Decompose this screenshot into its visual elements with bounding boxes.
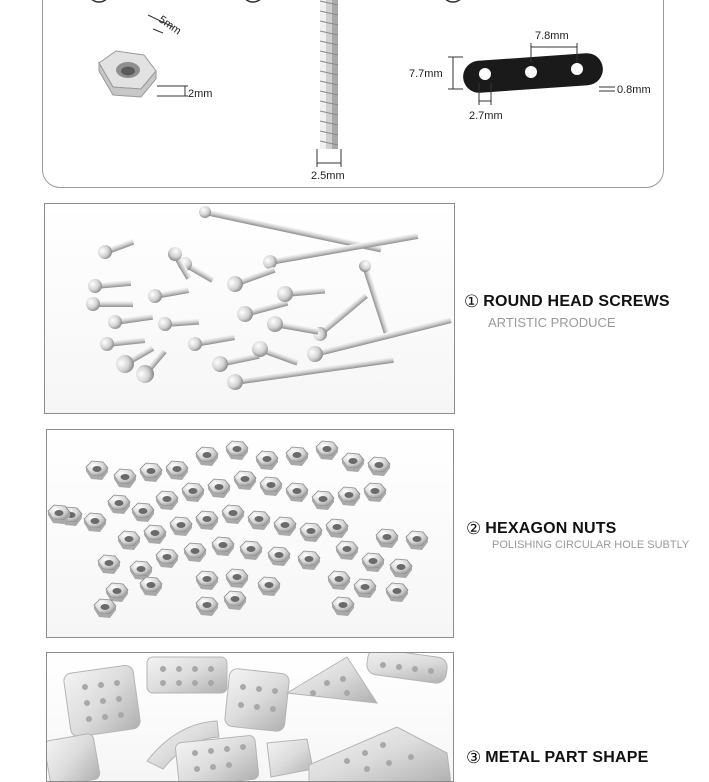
section-1-number: ① — [464, 292, 480, 312]
strip-hole-spacing-label: 7.8mm — [535, 30, 569, 42]
round-head-screws-photo — [44, 203, 455, 414]
section-3-caption — [466, 748, 648, 768]
dimension-diagram-panel — [42, 0, 664, 188]
plate-pile — [47, 653, 451, 782]
strip-thickness-label: 0.8mm — [617, 84, 651, 96]
section-1-caption — [464, 292, 670, 312]
section-3-number: ③ — [466, 748, 482, 768]
plates-illustration — [47, 653, 454, 782]
metal-plates-photo — [46, 652, 454, 782]
section-1-title: ROUND HEAD SCREWS — [483, 293, 670, 310]
section-2-caption — [466, 519, 617, 539]
screw-diameter-label: 2.5mm — [311, 170, 345, 182]
strip-hole-diameter-label: 2.7mm — [469, 110, 503, 122]
section-2-subtitle: POLISHING CIRCULAR HOLE SUBTLY — [492, 539, 690, 551]
screw-icon — [320, 0, 338, 149]
nut-thickness-label: 2mm — [188, 88, 213, 100]
section-marker-icon — [242, 0, 264, 2]
section-2-number: ② — [466, 519, 482, 539]
section-marker-icon — [88, 0, 110, 2]
hexagon-nuts-photo — [46, 429, 454, 638]
screw-pile — [86, 205, 453, 391]
nut-pile — [48, 441, 428, 618]
nut-width-label: 5mm — [156, 13, 184, 38]
metal-strip-icon — [462, 52, 604, 94]
hex-nut-icon — [99, 51, 156, 97]
dimension-diagram — [43, 0, 665, 189]
nuts-illustration — [47, 430, 454, 638]
section-marker-icon — [442, 0, 464, 2]
strip-width-label: 7.7mm — [409, 68, 443, 80]
screws-illustration — [45, 204, 455, 414]
section-3-title: METAL PART SHAPE — [485, 749, 649, 766]
section-2-title: HEXAGON NUTS — [485, 520, 617, 537]
section-1-subtitle: ARTISTIC PRODUCE — [488, 315, 616, 330]
